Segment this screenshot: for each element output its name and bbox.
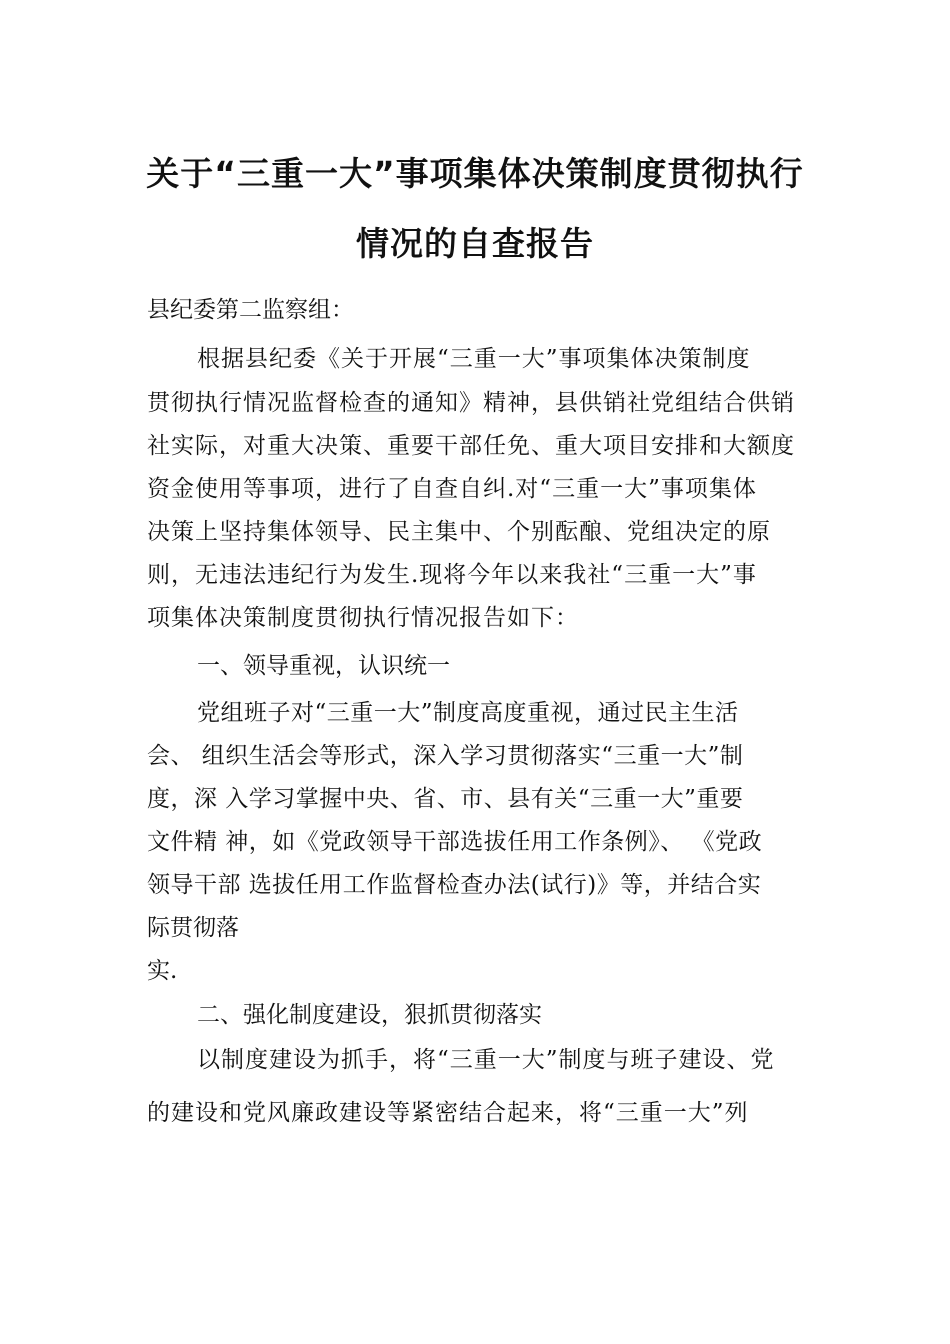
para1-line-7: 项集体决策制度贯彻执行情况报告如下： [147, 605, 579, 631]
para3-line-1: 以制度建设为抓手，将“三重一大”制度与班子建设、党 [197, 1047, 775, 1073]
para1-line-1: 根据县纪委《关于开展“三重一大”事项集体决策制度 [197, 346, 751, 372]
para2-line-6: 际贯彻落 [147, 915, 239, 941]
para1-line-6: 则，无违法违纪行为发生.现将今年以来我社“三重一大”事 [147, 562, 757, 588]
para2-line-2: 会、 组织生活会等形式，深入学习贯彻落实“三重一大”制 [147, 743, 744, 769]
document-title-line-1: 关于“三重一大”事项集体决策制度贯彻执行 [146, 154, 804, 193]
para2-line-5: 领导干部 选拔任用工作监督检查办法(试行)》等，并结合实 [147, 872, 762, 898]
para1-line-4: 资金使用等事项，进行了自查自纠.对“三重一大”事项集体 [147, 476, 757, 502]
para2-line-3: 度，深 入学习掌握中央、省、市、县有关“三重一大”重要 [147, 786, 744, 812]
para1-line-2: 贯彻执行情况监督检查的通知》精神，县供销社党组结合供销 [147, 390, 795, 416]
document-title-line-2: 情况的自查报告 [356, 224, 594, 263]
para2-line-7: 实. [147, 958, 178, 984]
para3-line-2: 的建设和党风廉政建设等紧密结合起来，将“三重一大”列 [147, 1100, 749, 1126]
salutation: 县纪委第二监察组： [147, 297, 354, 323]
para2-line-1: 党组班子对“三重一大”制度高度重视，通过民主生活 [197, 700, 739, 726]
para1-line-3: 社实际，对重大决策、重要干部任免、重大项目安排和大额度 [147, 433, 795, 459]
section-heading-1: 一、领导重视，认识统一 [197, 653, 450, 679]
para1-line-5: 决策上坚持集体领导、民主集中、个别酝酿、党组决定的原 [147, 519, 771, 545]
para2-line-4: 文件精 神，如《党政领导干部选拔任用工作条例》、 《党政 [147, 829, 763, 855]
section-heading-2: 二、强化制度建设，狠抓贯彻落实 [197, 1002, 542, 1028]
